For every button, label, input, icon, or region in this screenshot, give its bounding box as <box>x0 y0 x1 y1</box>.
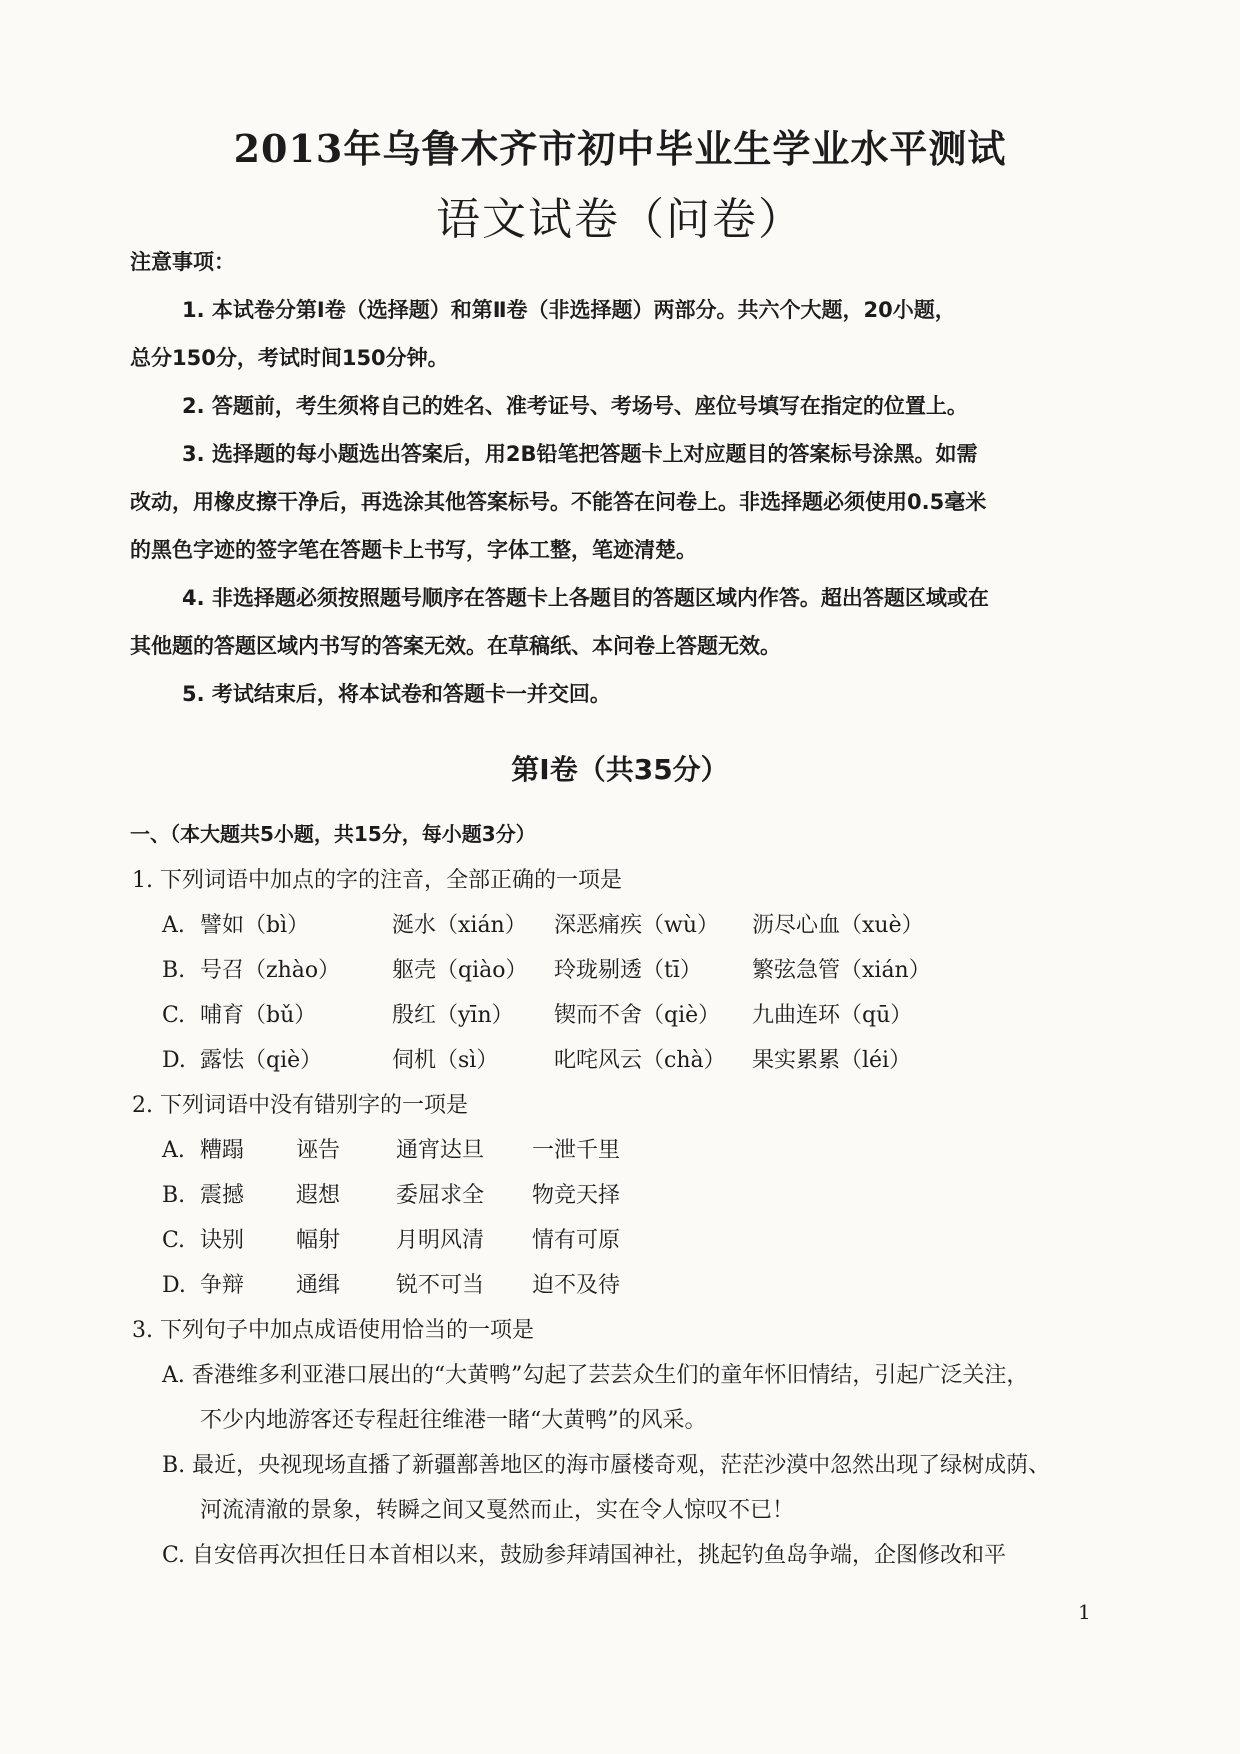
note-line: 1. 本试卷分第Ⅰ卷（选择题）和第Ⅱ卷（非选择题）两部分。共六个大题，20小题， <box>182 298 956 322</box>
option-item: 深恶痛疾（wù） <box>554 913 720 938</box>
option-label: B. <box>162 1183 186 1208</box>
option-label: C. <box>162 1228 186 1253</box>
option-label: C. <box>162 1003 186 1028</box>
question-2-option-b <box>130 1173 1120 1218</box>
note-line: 改动，用橡皮擦干净后，再选涂其他答案标号。不能答在问卷上。非选择题必须使用0.5毫米 <box>130 490 987 514</box>
note-line: 5. 考试结束后，将本试卷和答题卡一并交回。 <box>182 682 611 706</box>
question-3-option-b <box>130 1443 1120 1533</box>
question-3-option-a <box>130 1353 1120 1443</box>
option-item: 殷红（yīn） <box>392 1003 514 1028</box>
question-1-option-b <box>130 948 1120 993</box>
question-2-stem: 2. 下列词语中没有错别字的一项是 <box>132 1093 468 1118</box>
option-item: 沥尽心血（xuè） <box>752 913 924 938</box>
question-2-option-d <box>130 1263 1120 1308</box>
option-item: 叱咤风云（chà） <box>554 1048 726 1073</box>
note-line: 2. 答题前，考生须将自己的姓名、准考证号、考场号、座位号填写在指定的位置上。 <box>182 394 968 418</box>
option-item: 委屈求全 <box>396 1183 485 1208</box>
page-number: 1 <box>1078 1600 1091 1624</box>
option-item: 伺机（sì） <box>392 1048 499 1073</box>
option-item: 诬告 <box>296 1138 341 1163</box>
option-label: A. <box>162 1138 185 1163</box>
note-line: 3. 选择题的每小题选出答案后，用2B铅笔把答题卡上对应题目的答案标号涂黑。如需 <box>182 442 978 466</box>
note-line: 的黑色字迹的签字笔在答题卡上书写，字体工整，笔迹清楚。 <box>130 538 697 562</box>
option-item: 遐想 <box>296 1183 341 1208</box>
option-item: 果实累累（léi） <box>752 1048 912 1073</box>
option-item: 幅射 <box>296 1228 341 1253</box>
part-header: 一、（本大题共5小题，共15分，每小题3分） <box>130 822 536 846</box>
option-label: A. <box>162 1363 185 1388</box>
note-line: 其他题的答题区域内书写的答案无效。在草稿纸、本问卷上答题无效。 <box>130 634 781 658</box>
option-text: 河流清澈的景象，转瞬之间又戛然而止，实在令人惊叹不已！ <box>200 1498 795 1523</box>
option-text: 自安倍再次担任日本首相以来，鼓励参拜靖国神社，挑起钓鱼岛争端，企图修改和平 <box>192 1543 1007 1568</box>
option-item: 玲珑剔透（tī） <box>554 958 702 983</box>
section-title: 第Ⅰ卷（共35分） <box>511 753 729 786</box>
option-text: 香港维多利亚港口展出的“大黄鸭”勾起了芸芸众生们的童年怀旧情结，引起广泛关注， <box>191 1363 1029 1388</box>
option-item: 迫不及待 <box>532 1273 621 1298</box>
option-item: 露怯（qiè） <box>200 1048 323 1073</box>
option-item: 繁弦急管（xián） <box>752 958 931 983</box>
option-label: C. <box>162 1543 186 1568</box>
option-label: B. <box>162 958 186 983</box>
option-item: 情有可原 <box>532 1228 621 1253</box>
option-text: 不少内地游客还专程赶往维港一睹“大黄鸭”的风采。 <box>200 1408 707 1433</box>
notes-header: 注意事项： <box>130 250 235 274</box>
option-item: 糟蹋 <box>200 1138 245 1163</box>
option-item: 通宵达旦 <box>396 1138 485 1163</box>
question-2-option-c <box>130 1218 1120 1263</box>
note-line: 总分150分，考试时间150分钟。 <box>130 346 449 370</box>
option-item: 诀别 <box>200 1228 245 1253</box>
option-item: 月明风清 <box>396 1228 485 1253</box>
option-label: A. <box>162 913 185 938</box>
exam-title: 2013年乌鲁木齐市初中毕业生学业水平测试 <box>233 126 1007 171</box>
question-3-stem: 3. 下列句子中加点成语使用恰当的一项是 <box>132 1318 534 1343</box>
question-2-option-a <box>130 1128 1120 1173</box>
note-line: 4. 非选择题必须按照题号顺序在答题卡上各题目的答题区域内作答。超出答题区域或在 <box>182 586 989 610</box>
option-item: 一泄千里 <box>532 1138 621 1163</box>
option-item: 九曲连环（qū） <box>752 1003 913 1028</box>
option-label: D. <box>162 1273 186 1298</box>
option-item: 锐不可当 <box>396 1273 485 1298</box>
part-one <box>130 810 1120 1578</box>
question-3-option-c <box>130 1533 1120 1578</box>
option-item: 通缉 <box>296 1273 341 1298</box>
option-item: 物竞天择 <box>532 1183 621 1208</box>
option-item: 号召（zhào） <box>200 958 341 983</box>
notes-section <box>130 238 1110 718</box>
question-1-option-d <box>130 1038 1120 1083</box>
option-label: B. <box>162 1453 186 1478</box>
exam-subtitle: 语文试卷（问卷） <box>436 194 804 245</box>
option-text: 最近，央视现场直播了新疆鄯善地区的海市蜃楼奇观，茫茫沙漠中忽然出现了绿树成荫、 <box>192 1453 1051 1478</box>
option-item: 争辩 <box>200 1273 245 1298</box>
question-1-option-c <box>130 993 1120 1038</box>
option-item: 躯壳（qiào） <box>392 958 528 983</box>
option-item: 锲而不舍（qiè） <box>554 1003 721 1028</box>
option-item: 哺育（bǔ） <box>200 1003 317 1028</box>
option-item: 震撼 <box>200 1183 245 1208</box>
question-1-stem: 1. 下列词语中加点的字的注音，全部正确的一项是 <box>132 868 622 893</box>
option-label: D. <box>162 1048 186 1073</box>
question-1-option-a <box>130 903 1120 948</box>
option-item: 涎水（xián） <box>392 913 527 938</box>
option-item: 譬如（bì） <box>200 913 310 938</box>
